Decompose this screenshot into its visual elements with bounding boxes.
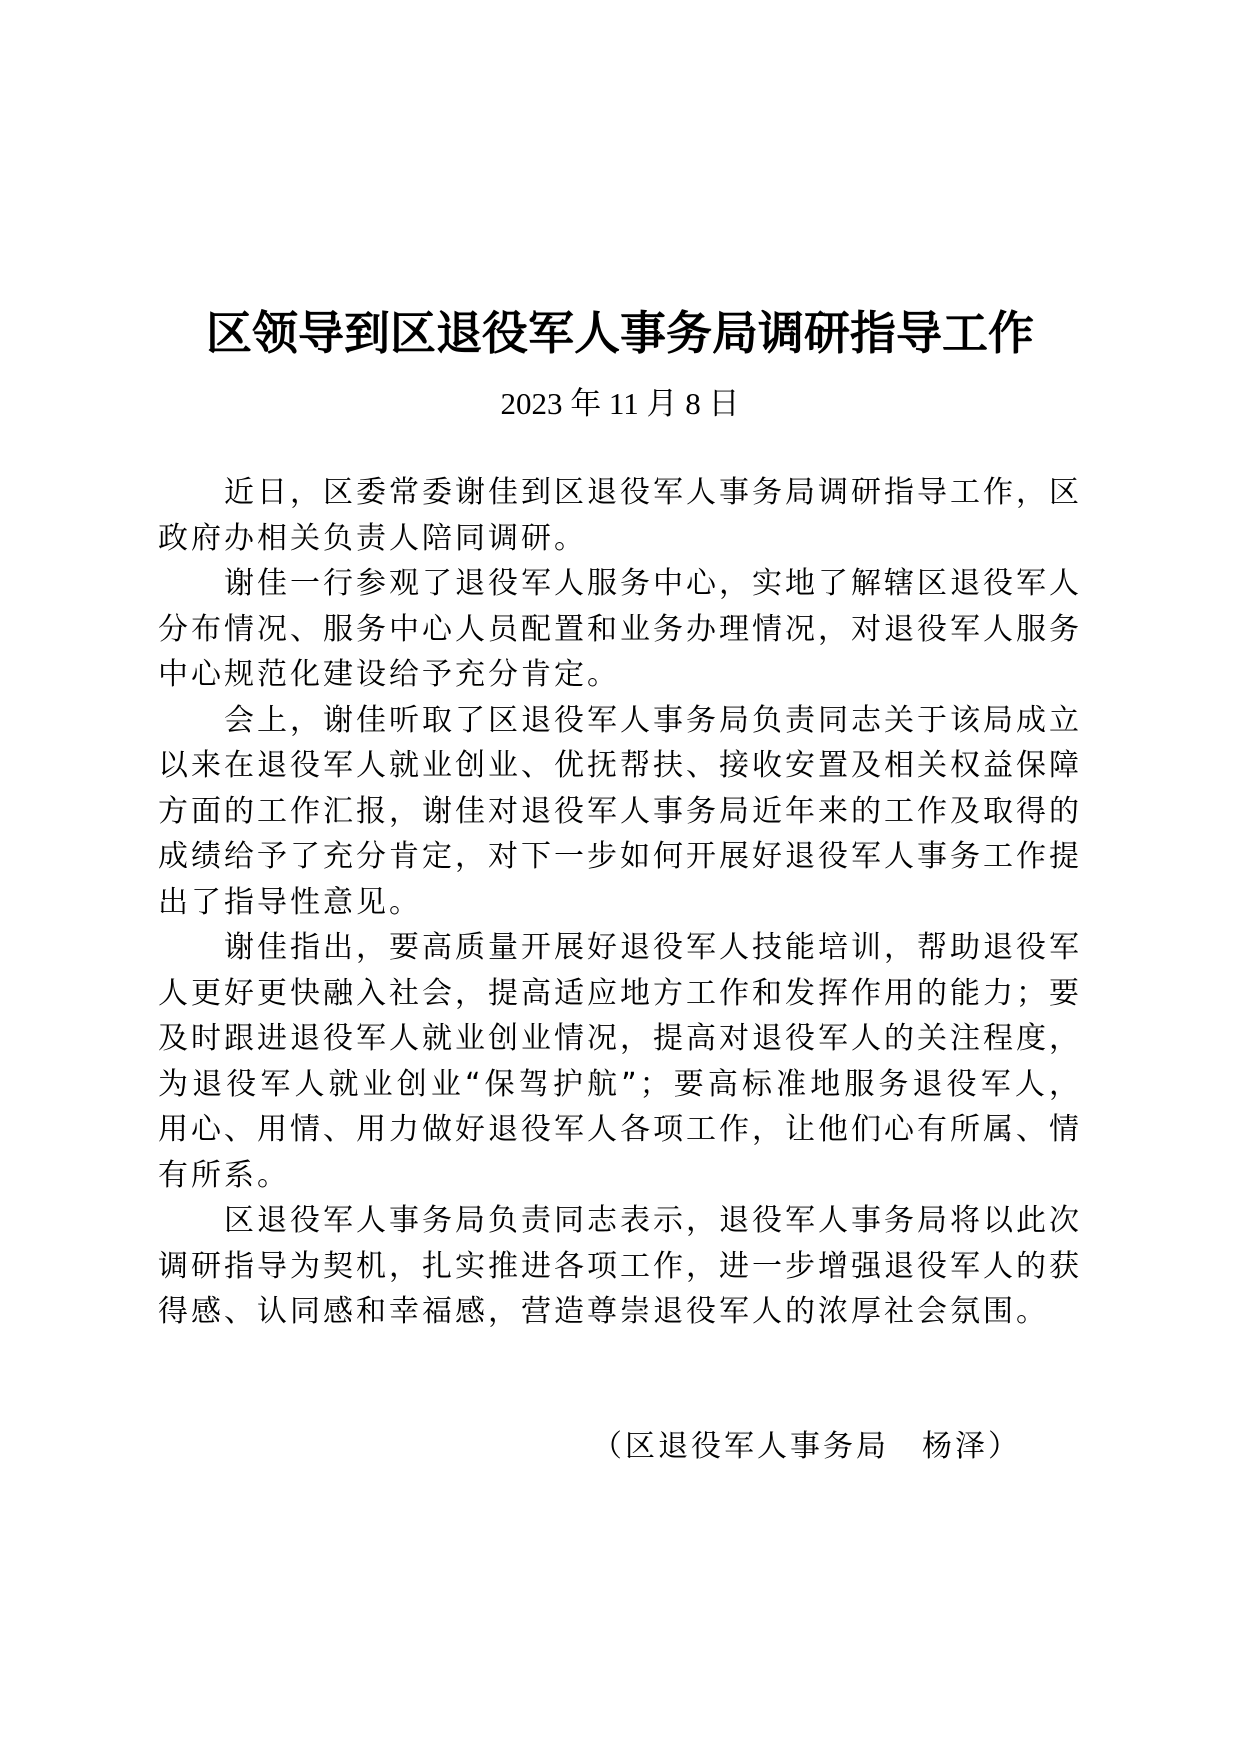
paragraph: 近日，区委常委谢佳到区退役军人事务局调研指导工作，区政府办相关负责人陪同调研。	[158, 475, 1082, 556]
author-signature: （区退役军人事务局 杨泽）	[592, 1429, 1021, 1464]
document-title: 区领导到区退役军人事务局调研指导工作	[206, 306, 1034, 360]
paragraph: 谢佳一行参观了退役军人服务中心，实地了解辖区退役军人分布情况、服务中心人员配置和业务办理情况，对退役军人服务中心规范化建设给予充分肯定。	[158, 566, 1082, 692]
document-date: 2023 年 11 月 8 日	[500, 386, 740, 421]
paragraph: 谢佳指出，要高质量开展好退役军人技能培训，帮助退役军人更好更快融入社会，提高适应地方工作和发挥作用的能力；要及时跟进退役军人就业创业情况，提高对退役军人的关注程度，为退役军人就业创业“保驾护航”；要高标准地服务退役军人，用心、用情、用力做好退役军人各项工作，让他们心有所属、情有所系。	[158, 930, 1082, 1193]
paragraph: 会上，谢佳听取了区退役军人事务局负责同志关于该局成立以来在退役军人就业创业、优抚帮扶、接收安置及相关权益保障方面的工作汇报，谢佳对退役军人事务局近年来的工作及取得的成绩给予了充分肯定，对下一步如何开展好退役军人事务工作提出了指导性意见。	[158, 702, 1082, 920]
document-body	[158, 470, 1082, 1335]
paragraph: 区退役军人事务局负责同志表示，退役军人事务局将以此次调研指导为契机，扎实推进各项工作，进一步增强退役军人的获得感、认同感和幸福感，营造尊崇退役军人的浓厚社会氛围。	[158, 1203, 1082, 1329]
